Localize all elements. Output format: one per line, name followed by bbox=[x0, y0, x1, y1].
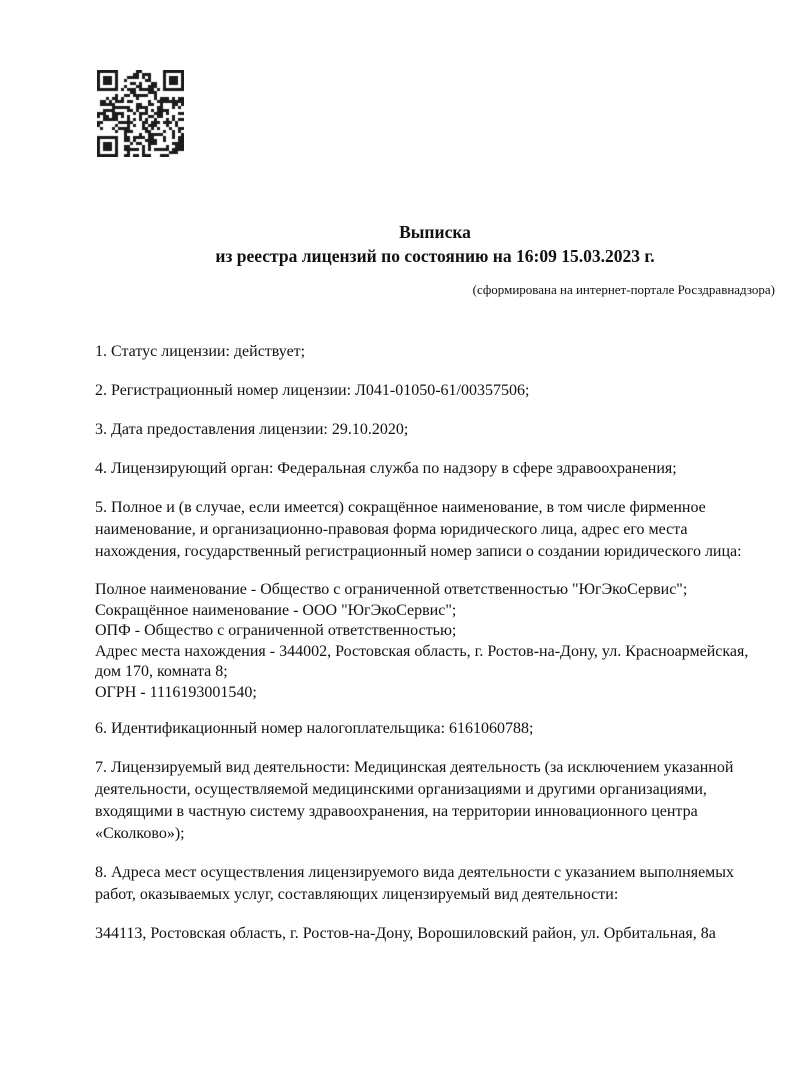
paragraph-work-address: 344113, Ростовская область, г. Ростов-на-Дону, Ворошиловский район, ул. Орбитальная, 8а bbox=[95, 925, 716, 942]
generated-note: (сформирована на интернет-портале Росздравнадзора) bbox=[472, 282, 775, 297]
paragraph-licensed-activity: 7. Лицензируемый вид деятельности: Медицинская деятельность (за исключением указанной деятельности, осуществляемой медицинскими организациями и другими организациями, входящими в частную систему здравоохранения, на территории инновационного центра «Сколково»); bbox=[95, 759, 734, 842]
document-title bbox=[95, 220, 775, 268]
paragraph-licensing-authority: 4. Лицензирующий орган: Федеральная служба по надзору в сфере здравоохранения; bbox=[95, 460, 677, 477]
paragraph-inn: 6. Идентификационный номер налогоплательщика: 6161060788; bbox=[95, 720, 534, 737]
company-ogrn: ОГРН - 1116193001540; bbox=[95, 683, 257, 701]
company-legal-form: ОПФ - Общество с ограниченной ответственностью; bbox=[95, 622, 457, 639]
paragraph-registration-number: 2. Регистрационный номер лицензии: Л041-01050-61/00357506; bbox=[95, 382, 530, 399]
paragraph-addresses-heading: 8. Адреса мест осуществления лицензируемого вида деятельности с указанием выполняемых работ, оказываемых услуг, составляющих лицензируемый вид деятельности: bbox=[95, 864, 735, 903]
document-title-line1: Выписка bbox=[399, 222, 471, 242]
company-info-block bbox=[95, 580, 775, 703]
document-title-line2: из реестра лицензий по состоянию на 16:09 15.03.2023 г. bbox=[215, 246, 655, 266]
qr-code-icon bbox=[97, 70, 184, 157]
qr-code-canvas bbox=[97, 70, 184, 157]
paragraph-license-status: 1. Статус лицензии: действует; bbox=[95, 343, 306, 360]
document-content bbox=[95, 0, 775, 962]
document-body bbox=[95, 341, 775, 945]
company-address: Адрес места нахождения - 344002, Ростовская область, г. Ростов-на-Дону, ул. Красноармейская, дом 170, комната 8; bbox=[95, 642, 749, 680]
company-full-name: Полное наименование - Общество с ограниченной ответственностью "ЮгЭкоСервис"; bbox=[95, 581, 688, 598]
company-short-name: Сокращённое наименование - ООО "ЮгЭкоСервис"; bbox=[95, 601, 457, 619]
paragraph-name-heading: 5. Полное и (в случае, если имеется) сокращённое наименование, в том числе фирменное наименование, и организационно-правовая форма юридического лица, адрес его места нахождения, государственный регистрационный номер записи о создании юридического лица: bbox=[95, 499, 742, 560]
paragraph-grant-date: 3. Дата предоставления лицензии: 29.10.2020; bbox=[95, 421, 409, 438]
